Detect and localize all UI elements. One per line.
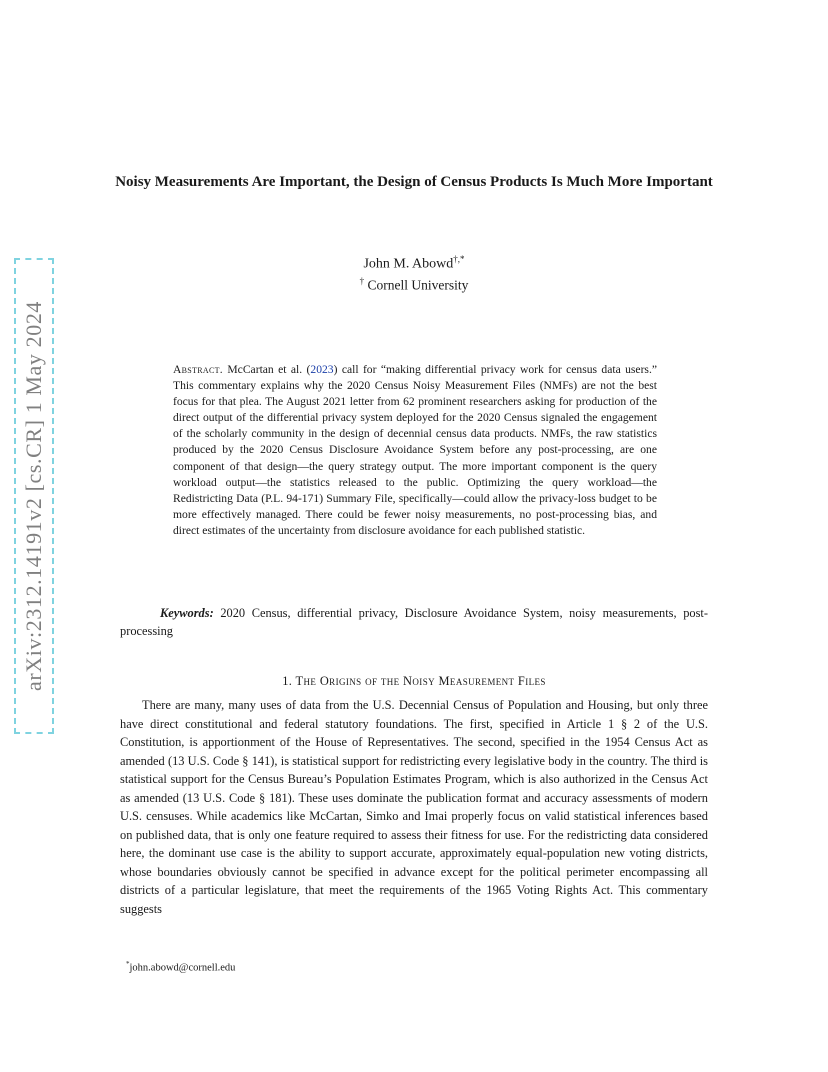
- body-paragraph: There are many, many uses of data from the U.S. Decennial Census of Population and Housing, but only three have direct constitutional and federal statutory foundations. The first, specified in Article 1 § 2 of the U.S. Constitution, is apportionment of the House of Representatives. The second, specified in the 1954 Census Act as amended (13 U.S. Code § 141), is statistical support for redistricting every legislative body in the country. The third is statistical support for the Census Bureau’s Population Estimates Program, which is also authorized in the Census Act as amended (13 U.S. Code § 181). These uses dominate the publication format and accuracy assessments of modern U.S. censuses. While academics like McCartan, Simko and Imai properly focus on valid statistical inferences based on published data, that is only one feature required to assess their fitness for use. For the redistricting data considered here, the dominant use case is the ability to support accurate, approximately equal-population new voting districts, whose boundaries obviously cannot be specified in advance except for the political perimeter encompassing all districts of a particular legislature, that meet the requirements of the 1965 Voting Rights Act. This commentary suggests: [120, 698, 708, 916]
- footnote-mark: *: [126, 960, 130, 968]
- author-line: [0, 254, 828, 273]
- section-heading: 1. The Origins of the Noisy Measurement Files: [282, 674, 546, 688]
- abstract-text-start: McCartan et al. (: [222, 363, 311, 376]
- abstract: [173, 362, 657, 539]
- keywords-block: [120, 604, 708, 640]
- paper-title: Noisy Measurements Are Important, the Design of Census Products Is Much More Important: [115, 174, 713, 190]
- footnote: [126, 960, 235, 974]
- keywords-label: Keywords:: [160, 606, 214, 620]
- affiliation-line: [0, 276, 828, 294]
- affiliation-mark: †: [359, 276, 365, 286]
- keywords-text: 2020 Census, differential privacy, Disclosure Avoidance System, noisy measurements, post-processing: [120, 606, 708, 638]
- footnote-email[interactable]: john.abowd@cornell.edu: [129, 962, 236, 974]
- citation-link[interactable]: 2023: [310, 363, 334, 376]
- arxiv-identifier-text: arXiv:2312.14191v2 [cs.CR] 1 May 2024: [21, 300, 46, 692]
- author-name: John M. Abowd: [363, 256, 454, 272]
- arxiv-identifier-stamp: [14, 258, 54, 734]
- affiliation-name: Cornell University: [367, 277, 469, 293]
- abstract-text-rest: ) call for “making differential privacy work for census data users.” This commentary explains why the 2020 Census Noisy Measurement Files (NMFs) are not the best focus for that plea. The August 2021 letter from 62 prominent researchers asking for production of the direct output of the differential privacy system deployed for the 2020 Census signaled the engagement of the scholarly community in the design of decennial census data products. NMFs, the raw statistics produced by the 2020 Census Disclosure Avoidance System before any post-processing, are one component of that design—the query strategy output. The more important component is the query workload output—the statistics released to the public. Optimizing the query workload—the Redistricting Data (P.L. 94-171) Summary File, specifically—could allow the privacy-loss budget to be more effectively managed. There could be fewer noisy measurements, no post-processing bias, and direct estimates of the uncertainty from disclosure avoidance for each published statistic.: [173, 363, 657, 537]
- author-marks: †,*: [453, 254, 465, 264]
- abstract-lead: Abstract.: [173, 363, 223, 376]
